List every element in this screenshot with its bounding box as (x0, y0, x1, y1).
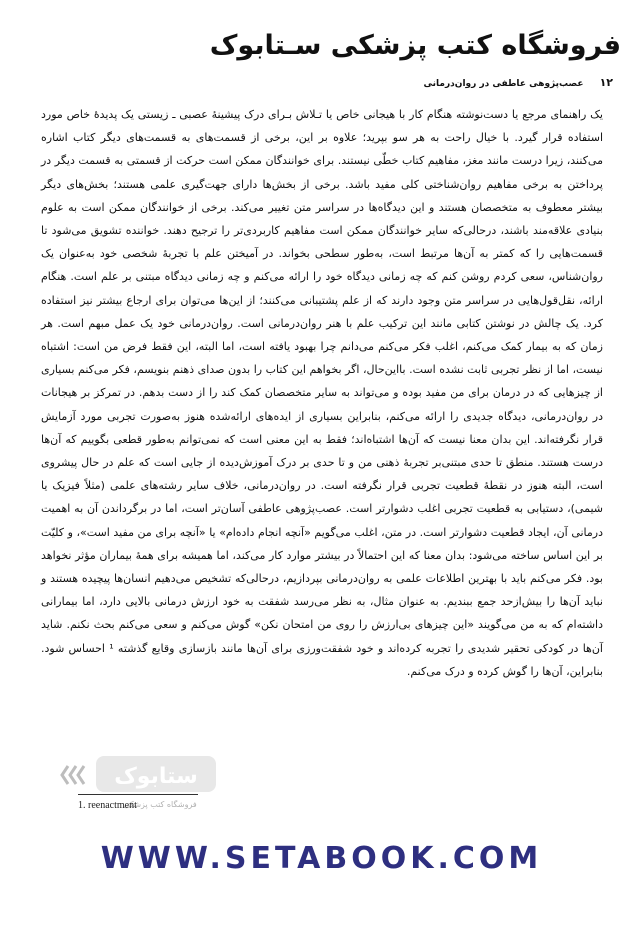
running-head (93, 76, 613, 89)
watermark-tagline: فروشگاه کتب پزشکی (123, 800, 197, 809)
book-title: عصب‌پژوهی عاطفی در روان‌درمانی (423, 79, 584, 89)
site-url: WWW.SETABOOK.COM (100, 841, 543, 876)
store-title: فروشگاه کتب پزشکی سـتابوک (209, 30, 621, 61)
page-number: ۱۲ (599, 76, 613, 89)
footnote: 1. reenactment (78, 800, 137, 811)
watermark-logo-text: ستابوک (114, 764, 198, 789)
footnote-divider (78, 794, 198, 795)
body-paragraph: یک راهنمای مرجع یا دست‌نوشته هنگام کار با هیجانی خاص یا تـلاش بـرای درک پیشینهٔ عصبی‌ ـ زیستی یک پدیدهٔ خاص مورد استفاده قرار گیرد. با خیال راحت به هر سو بپرید؛ علاوه بر این، برخی از قسمت‌های به قسمت‌های دیگر کتاب اشاره می‌کنند، زیرا درست مانند مغز، مفاهیم کتاب خطّی نیستند. برای خوانندگان ممکن است حرکت از قسمتی به قسمت دیگر در پرداختن به برخی مفاهیم روان‌شناختی کلی مفید باشد. برخی از بخش‌ها دارای جهت‌گیری علمی هستند؛ بخش‌های دیگر بیشتر معطوف به متخصصان هستند و این دیدگاه‌ها در سراسر متن تغییر می‌کند. برخی از خوانندگان ممکن است به علوم بنیادی علاقه‌مند باشند، درحالی‌که سایر خوانندگان ممکن است مفاهیم کاربردی‌تر را ترجیح دهند. خواننده تشویق می‌شود تا قسمت‌هایی را که کمتر به آن‌ها مرتبط است، به‌طور سطحی بخواند. در آمیختن علم با تجربهٔ شخصی خود به‌عنوان یک روان‌شناس، سعی کردم روشن کنم که چه زمانی دیدگاه خود را ارائه می‌کنم و چه زمانی دیدگاه مبتنی بر علم است. هنگام ارائه، نقل‌قول‌هایی در سراسر متن وجود دارند که از علم پشتیبانی می‌کنند؛ از این‌ها می‌توان برای ارجاع بیشتر نیز استفاده کرد. یک چالش در نوشتن کتابی مانند این ترکیب علم با هنر روان‌درمانی است. روان‌درمانی خود یک عمل مبهم است. هر زمان که به بیمار کمک می‌کنم، اغلب فکر می‌کنم می‌دانم چرا بهبود یافته است، اما البته، این فقط فرض من است: اشتباه نیست، اما از نظر تجربی ثابت نشده است. بااین‌حال، اگر بخواهم این کتاب را بدون صدای ذهنم بنویسم، فکر می‌کنم بسیاری از چیزهایی که در درمان برای من مفید بوده و می‌تواند به سایر متخصصان کمک کند را از دست بدهم. در تمرکز بر هیجانات در روان‌درمانی، دیدگاه جدیدی را ارائه می‌کنم، بنابراین بسیاری از ایده‌های ارائه‌شده هنوز به‌صورت تجربی مورد آزمایش قرار نگرفته‌اند. این بدان معنا نیست که آن‌ها اشتباه‌اند؛ فقط به این معنی است که نمی‌توانم به‌طور قطعی بگوییم که آن‌ها درست هستند. منطق تا حدی مبتنی‌بر تجربهٔ ذهنی من و تا حدی بر درک آموزش‌دیده از جایی است که علم در حال پیشروی است، البته هنوز در نقطهٔ قطعیت تجربی قرار نگرفته است. در روان‌درمانی، خلاف سایر رشته‌های علمی (مثلاً فیزیک یا شیمی)، دستیابی به قطعیت تجربی اغلب دشوارتر است. عصب‌پژوهی عاطفی آسان‌تر است، اما در برگرداندن آن به اهمیت درمانی آن، ایجاد قطعیت دشوارتر است. در متن، اغلب می‌گویم «آنچه انجام داده‌ام» یا «آنچه برای من مفید است»، و کلیّت بر این اساس ساخته می‌شود: بدان معنا که این احتمالاً در بیشتر موارد کار می‌کند، اما همیشه برای همهٔ بیماران مؤثر نخواهد بود. فکر می‌کنم باید با بهترین اطلاعات علمی به روان‌درمانی بپردازیم، درحالی‌که تشخیص می‌دهیم انسان‌ها پیچیده هستند و نباید آن‌ها را بیش‌ازحد جمع ببندیم. به عنوان مثال، به نظر می‌رسد شفقت به خود ارزش درمانی بالایی دارد، اما بیمارانی داشته‌ام که به من می‌گویند «این چیزهای بی‌ارزش را روی من امتحان نکن» گوش می‌کنم و سعی می‌کنم بحث نکنم. شاید آن‌ها در کودکی تحقیر شدیدی را تجربه کرده‌اند و خود شفقت‌ورزی برای آن‌ها مانند بازسازی وقایع گذشته ¹ احساس شود. بنابراین، آن‌ها را گوش کرده و درک می‌کنم. (41, 108, 603, 678)
